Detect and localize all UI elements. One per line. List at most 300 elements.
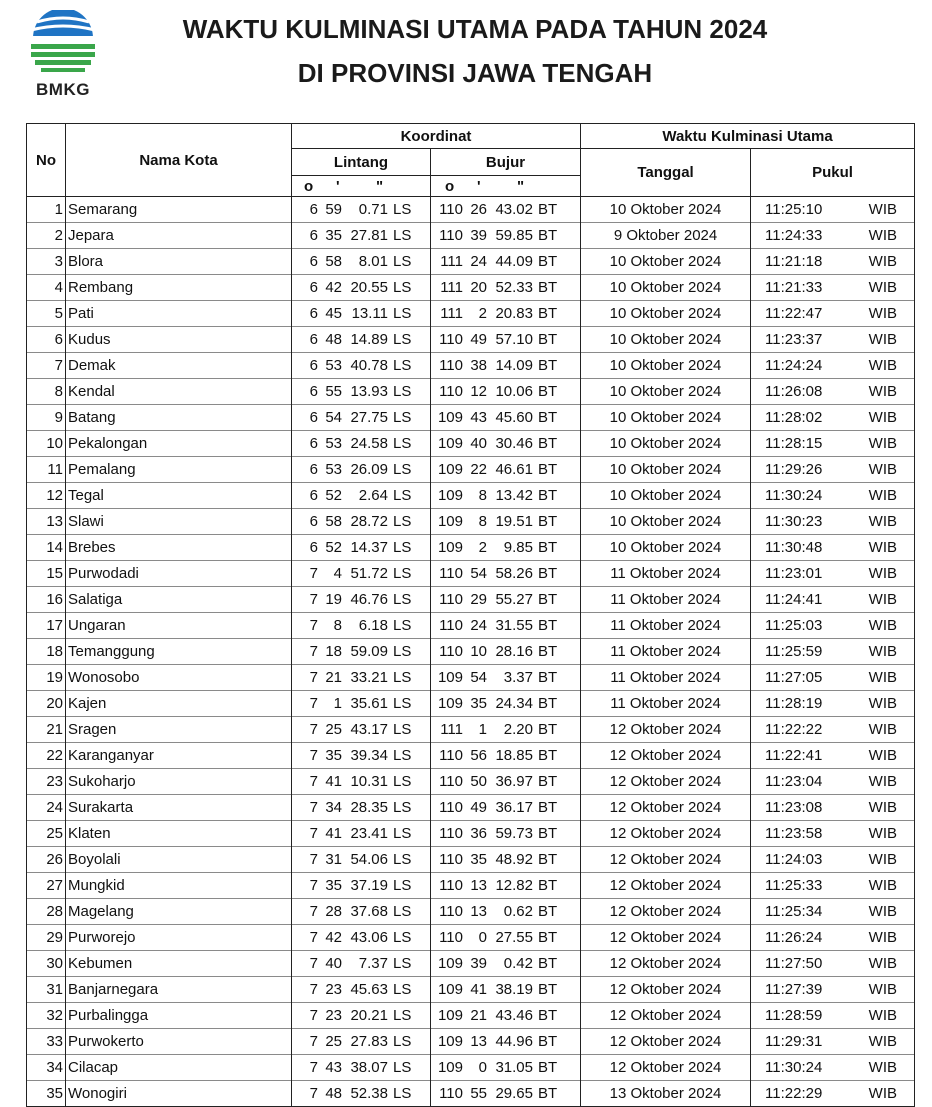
lat-minute: 52	[325, 539, 342, 556]
culmination-date: 11 Oktober 2024	[581, 561, 751, 587]
row-number: 9	[27, 405, 66, 431]
city-name: Tegal	[66, 483, 292, 509]
lon-minute: 36	[470, 825, 487, 842]
lat-second: 26.09	[350, 461, 388, 478]
time-zone: WIB	[868, 513, 898, 530]
time-zone: WIB	[868, 1033, 898, 1050]
culmination-time-cell	[751, 353, 915, 379]
culmination-date: 10 Oktober 2024	[581, 535, 751, 561]
lon-minute: 21	[470, 1007, 487, 1024]
lon-degree: 110	[439, 851, 463, 868]
lon-minute: 39	[470, 955, 487, 972]
city-name: Pati	[66, 301, 292, 327]
lat-minute: 52	[325, 487, 342, 504]
longitude-cell	[431, 301, 581, 327]
table-row	[27, 795, 915, 821]
lat-degree: 7	[309, 929, 318, 946]
lon-degree: 109	[437, 409, 463, 426]
table-row	[27, 1081, 915, 1107]
lon-hemisphere: BT	[538, 357, 558, 374]
lon-minute: 13	[470, 903, 487, 920]
row-number: 17	[27, 613, 66, 639]
culmination-time-cell	[751, 249, 915, 275]
city-name: Kajen	[66, 691, 292, 717]
lat-hemisphere: LS	[393, 903, 412, 920]
lat-hemisphere: LS	[393, 643, 412, 660]
time-zone: WIB	[868, 1085, 898, 1102]
lon-hemisphere: BT	[538, 591, 558, 608]
lat-degree: 6	[309, 201, 318, 218]
culmination-date: 12 Oktober 2024	[581, 925, 751, 951]
longitude-cell	[431, 873, 581, 899]
culmination-time: 11:25:59	[765, 643, 823, 660]
culmination-time: 11:23:08	[765, 799, 823, 816]
lat-degree: 6	[309, 513, 318, 530]
culmination-date: 10 Oktober 2024	[581, 301, 751, 327]
culmination-time-cell	[751, 1081, 915, 1107]
city-name: Kendal	[66, 379, 292, 405]
lat-second: 8.01	[358, 253, 388, 270]
lon-second: 18.85	[495, 747, 533, 764]
lat-hemisphere: LS	[393, 617, 412, 634]
table-row	[27, 457, 915, 483]
table-row	[27, 1055, 915, 1081]
city-name: Salatiga	[66, 587, 292, 613]
lat-degree: 7	[309, 1059, 318, 1076]
table-row	[27, 431, 915, 457]
lon-hemisphere: BT	[538, 903, 558, 920]
culmination-time-cell	[751, 639, 915, 665]
longitude-cell	[431, 483, 581, 509]
culmination-time: 11:22:41	[765, 747, 823, 764]
lon-degree: 110	[439, 773, 463, 790]
time-zone: WIB	[868, 357, 898, 374]
longitude-cell	[431, 951, 581, 977]
city-name: Rembang	[66, 275, 292, 301]
lon-second: 38.19	[495, 981, 533, 998]
lon-degree: 111	[440, 305, 463, 322]
row-number: 20	[27, 691, 66, 717]
culmination-time: 11:21:33	[765, 279, 823, 296]
row-number: 29	[27, 925, 66, 951]
lat-minute: 25	[325, 721, 342, 738]
row-number: 18	[27, 639, 66, 665]
lon-degree: 109	[437, 435, 463, 452]
lon-minute: 50	[470, 773, 487, 790]
lat-degree: 7	[309, 955, 318, 972]
latitude-cell	[292, 873, 431, 899]
lat-second: 28.72	[350, 513, 388, 530]
lon-second: 58.26	[495, 565, 533, 582]
culmination-time-cell	[751, 717, 915, 743]
lon-hemisphere: BT	[538, 1085, 558, 1102]
table-row	[27, 691, 915, 717]
culmination-time: 11:25:33	[765, 877, 823, 894]
lon-minute: 49	[470, 799, 487, 816]
lat-hemisphere: LS	[393, 799, 412, 816]
lat-hemisphere: LS	[393, 825, 412, 842]
lon-minute: 43	[470, 409, 487, 426]
lat-second: 28.35	[350, 799, 388, 816]
lat-second: 20.21	[350, 1007, 388, 1024]
city-name: Pekalongan	[66, 431, 292, 457]
lon-minute: 49	[470, 331, 487, 348]
lat-second: 59.09	[350, 643, 388, 660]
lon-second: 44.09	[495, 253, 533, 270]
culmination-date: 12 Oktober 2024	[581, 899, 751, 925]
latitude-cell	[292, 457, 431, 483]
lat-minute: 8	[333, 617, 342, 634]
time-zone: WIB	[868, 929, 898, 946]
city-name: Boyolali	[66, 847, 292, 873]
lat-hemisphere: LS	[393, 669, 412, 686]
lon-second: 31.55	[495, 617, 533, 634]
lat-degree: 7	[309, 1085, 318, 1102]
longitude-cell	[431, 613, 581, 639]
lat-degree: 7	[309, 1033, 318, 1050]
city-name: Klaten	[66, 821, 292, 847]
lat-minute: 58	[325, 253, 342, 270]
lat-hemisphere: LS	[393, 253, 412, 270]
latitude-cell	[292, 353, 431, 379]
row-number: 1	[27, 197, 66, 223]
lon-degree: 110	[439, 825, 463, 842]
lon-minute: 2	[478, 539, 487, 556]
lat-degree: 6	[309, 331, 318, 348]
table-row	[27, 821, 915, 847]
longitude-cell	[431, 197, 581, 223]
lat-hemisphere: LS	[393, 929, 412, 946]
lat-degree: 7	[309, 773, 318, 790]
longitude-cell	[431, 795, 581, 821]
table-row	[27, 587, 915, 613]
lon-second: 57.10	[495, 331, 533, 348]
culmination-date: 13 Oktober 2024	[581, 1081, 751, 1107]
latitude-cell	[292, 977, 431, 1003]
longitude-cell	[431, 353, 581, 379]
lon-hemisphere: BT	[538, 1059, 558, 1076]
lon-hemisphere: BT	[538, 565, 558, 582]
culmination-date: 10 Oktober 2024	[581, 379, 751, 405]
lon-hemisphere: BT	[538, 877, 558, 894]
latitude-cell	[292, 197, 431, 223]
table-row	[27, 561, 915, 587]
latitude-cell	[292, 535, 431, 561]
time-zone: WIB	[868, 331, 898, 348]
lat-hemisphere: LS	[393, 487, 412, 504]
lon-hemisphere: BT	[538, 383, 558, 400]
row-number: 32	[27, 1003, 66, 1029]
lon-minute: 56	[470, 747, 487, 764]
lon-degree: 110	[439, 877, 463, 894]
time-zone: WIB	[868, 903, 898, 920]
row-number: 2	[27, 223, 66, 249]
lon-hemisphere: BT	[538, 227, 558, 244]
lon-minute: 55	[470, 1085, 487, 1102]
culmination-date: 11 Oktober 2024	[581, 613, 751, 639]
latitude-cell	[292, 717, 431, 743]
lon-second: 0.42	[503, 955, 533, 972]
time-zone: WIB	[868, 851, 898, 868]
row-number: 12	[27, 483, 66, 509]
bujur-units: o ' "	[431, 176, 581, 197]
row-number: 27	[27, 873, 66, 899]
lat-minute: 18	[325, 643, 342, 660]
lon-hemisphere: BT	[538, 279, 558, 296]
table-row	[27, 613, 915, 639]
lon-degree: 110	[439, 383, 463, 400]
city-name: Purwodadi	[66, 561, 292, 587]
time-zone: WIB	[868, 539, 898, 556]
lon-minute: 2	[478, 305, 487, 322]
lat-hemisphere: LS	[393, 695, 412, 712]
lat-minute: 58	[325, 513, 342, 530]
culmination-time-cell	[751, 769, 915, 795]
city-name: Slawi	[66, 509, 292, 535]
culmination-time-cell	[751, 587, 915, 613]
time-zone: WIB	[868, 1059, 898, 1076]
longitude-cell	[431, 223, 581, 249]
lat-minute: 40	[325, 955, 342, 972]
lat-hemisphere: LS	[393, 591, 412, 608]
lat-second: 54.06	[350, 851, 388, 868]
longitude-cell	[431, 743, 581, 769]
culmination-date: 9 Oktober 2024	[581, 223, 751, 249]
culmination-date: 10 Oktober 2024	[581, 353, 751, 379]
longitude-cell	[431, 665, 581, 691]
lat-minute: 19	[325, 591, 342, 608]
lon-minute: 54	[470, 669, 487, 686]
lat-degree: 6	[309, 305, 318, 322]
lat-hemisphere: LS	[393, 331, 412, 348]
time-zone: WIB	[868, 409, 898, 426]
lon-minute: 10	[470, 643, 487, 660]
latitude-cell	[292, 769, 431, 795]
lon-hemisphere: BT	[538, 1033, 558, 1050]
longitude-cell	[431, 405, 581, 431]
header-pukul: Pukul	[751, 149, 915, 197]
culmination-time-cell	[751, 327, 915, 353]
culmination-date: 10 Oktober 2024	[581, 405, 751, 431]
latitude-cell	[292, 925, 431, 951]
culmination-time: 11:29:26	[765, 461, 823, 478]
lon-second: 27.55	[495, 929, 533, 946]
row-number: 19	[27, 665, 66, 691]
lat-hemisphere: LS	[393, 721, 412, 738]
lon-hemisphere: BT	[538, 201, 558, 218]
culmination-time-cell	[751, 743, 915, 769]
lon-second: 12.82	[495, 877, 533, 894]
time-zone: WIB	[868, 227, 898, 244]
time-zone: WIB	[868, 955, 898, 972]
header-no: No	[27, 124, 66, 197]
lon-second: 36.17	[495, 799, 533, 816]
city-name: Sukoharjo	[66, 769, 292, 795]
culmination-time: 11:30:24	[765, 1059, 823, 1076]
longitude-cell	[431, 327, 581, 353]
longitude-cell	[431, 899, 581, 925]
lon-hemisphere: BT	[538, 435, 558, 452]
lat-degree: 7	[309, 565, 318, 582]
lon-hemisphere: BT	[538, 773, 558, 790]
lat-minute: 31	[325, 851, 342, 868]
longitude-cell	[431, 1055, 581, 1081]
lon-degree: 110	[439, 357, 463, 374]
time-zone: WIB	[868, 1007, 898, 1024]
row-number: 31	[27, 977, 66, 1003]
lat-hemisphere: LS	[393, 357, 412, 374]
header-tanggal: Tanggal	[581, 149, 751, 197]
lat-minute: 48	[325, 1085, 342, 1102]
table-row	[27, 379, 915, 405]
lat-minute: 35	[325, 227, 342, 244]
lon-degree: 110	[439, 227, 463, 244]
longitude-cell	[431, 769, 581, 795]
time-zone: WIB	[868, 825, 898, 842]
lon-hemisphere: BT	[538, 721, 558, 738]
table-row	[27, 249, 915, 275]
table-row	[27, 743, 915, 769]
lon-degree: 109	[437, 487, 463, 504]
longitude-cell	[431, 275, 581, 301]
culmination-date: 10 Oktober 2024	[581, 457, 751, 483]
lon-hemisphere: BT	[538, 513, 558, 530]
lat-second: 14.37	[350, 539, 388, 556]
latitude-cell	[292, 223, 431, 249]
longitude-cell	[431, 561, 581, 587]
table-row	[27, 483, 915, 509]
lat-hemisphere: LS	[393, 435, 412, 452]
time-zone: WIB	[868, 981, 898, 998]
lat-hemisphere: LS	[393, 955, 412, 972]
culmination-time-cell	[751, 223, 915, 249]
lat-degree: 6	[309, 383, 318, 400]
lat-hemisphere: LS	[393, 383, 412, 400]
lat-degree: 7	[309, 981, 318, 998]
culmination-time-cell	[751, 431, 915, 457]
lon-second: 44.96	[495, 1033, 533, 1050]
culmination-date: 12 Oktober 2024	[581, 1055, 751, 1081]
city-name: Temanggung	[66, 639, 292, 665]
lat-second: 38.07	[350, 1059, 388, 1076]
lon-degree: 110	[439, 903, 463, 920]
culmination-time: 11:30:48	[765, 539, 823, 556]
lon-degree: 109	[437, 1059, 463, 1076]
culmination-time: 11:28:02	[765, 409, 823, 426]
culmination-time-cell	[751, 483, 915, 509]
lat-second: 40.78	[350, 357, 388, 374]
culmination-date: 12 Oktober 2024	[581, 951, 751, 977]
longitude-cell	[431, 457, 581, 483]
lon-hemisphere: BT	[538, 669, 558, 686]
row-number: 21	[27, 717, 66, 743]
lat-degree: 6	[309, 253, 318, 270]
lon-second: 10.06	[495, 383, 533, 400]
bmkg-logo	[27, 10, 99, 102]
culmination-time-cell	[751, 1003, 915, 1029]
lon-degree: 110	[439, 565, 463, 582]
lon-minute: 29	[470, 591, 487, 608]
lat-minute: 53	[325, 461, 342, 478]
lat-second: 51.72	[350, 565, 388, 582]
culmination-date: 11 Oktober 2024	[581, 587, 751, 613]
culmination-time-cell	[751, 925, 915, 951]
lat-second: 24.58	[350, 435, 388, 452]
header-lintang: Lintang	[292, 149, 431, 176]
lat-minute: 42	[325, 929, 342, 946]
lon-second: 13.42	[495, 487, 533, 504]
lat-minute: 1	[333, 695, 342, 712]
lat-minute: 48	[325, 331, 342, 348]
row-number: 5	[27, 301, 66, 327]
lon-hemisphere: BT	[538, 487, 558, 504]
lat-degree: 7	[309, 643, 318, 660]
table-row	[27, 275, 915, 301]
latitude-cell	[292, 249, 431, 275]
lon-second: 36.97	[495, 773, 533, 790]
lat-hemisphere: LS	[393, 201, 412, 218]
row-number: 15	[27, 561, 66, 587]
culmination-time: 11:24:41	[765, 591, 823, 608]
row-number: 11	[27, 457, 66, 483]
latitude-cell	[292, 951, 431, 977]
lon-second: 0.62	[503, 903, 533, 920]
row-number: 8	[27, 379, 66, 405]
culmination-date: 12 Oktober 2024	[581, 743, 751, 769]
longitude-cell	[431, 691, 581, 717]
lat-minute: 25	[325, 1033, 342, 1050]
time-zone: WIB	[868, 773, 898, 790]
culmination-time-cell	[751, 821, 915, 847]
city-name: Batang	[66, 405, 292, 431]
longitude-cell	[431, 821, 581, 847]
culmination-table	[26, 123, 915, 1107]
culmination-time-cell	[751, 873, 915, 899]
latitude-cell	[292, 613, 431, 639]
lon-minute: 24	[470, 617, 487, 634]
lat-degree: 7	[309, 851, 318, 868]
row-number: 34	[27, 1055, 66, 1081]
lon-minute: 38	[470, 357, 487, 374]
lat-hemisphere: LS	[393, 851, 412, 868]
row-number: 28	[27, 899, 66, 925]
lat-minute: 35	[325, 747, 342, 764]
lat-degree: 6	[309, 279, 318, 296]
culmination-time: 11:23:58	[765, 825, 823, 842]
lat-minute: 55	[325, 383, 342, 400]
lon-minute: 26	[470, 201, 487, 218]
city-name: Purbalingga	[66, 1003, 292, 1029]
time-zone: WIB	[868, 669, 898, 686]
lat-second: 27.81	[350, 227, 388, 244]
lat-second: 37.19	[350, 877, 388, 894]
lon-hemisphere: BT	[538, 409, 558, 426]
table-row	[27, 925, 915, 951]
culmination-time: 11:28:59	[765, 1007, 823, 1024]
lat-degree: 7	[309, 1007, 318, 1024]
culmination-time: 11:23:37	[765, 331, 823, 348]
lon-degree: 110	[439, 929, 463, 946]
table-row	[27, 327, 915, 353]
lat-second: 13.11	[351, 305, 388, 322]
lat-minute: 59	[325, 201, 342, 218]
culmination-time-cell	[751, 977, 915, 1003]
lon-degree: 111	[440, 253, 463, 270]
culmination-date: 10 Oktober 2024	[581, 483, 751, 509]
lon-degree: 111	[440, 279, 463, 296]
culmination-date: 12 Oktober 2024	[581, 795, 751, 821]
lon-minute: 0	[478, 929, 487, 946]
